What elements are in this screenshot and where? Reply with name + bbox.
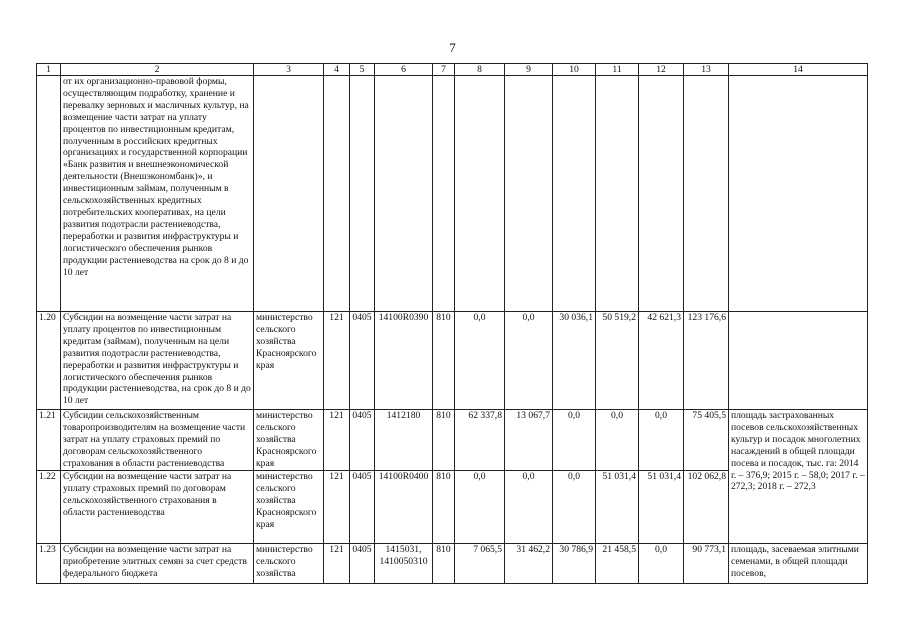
- responsible-org: министерство сельского хозяйства Красноярского края: [254, 410, 324, 471]
- cell-value: 62 337,8: [455, 410, 505, 471]
- page-number: 7: [449, 40, 456, 55]
- cell-value: 42 621,3: [639, 312, 684, 410]
- cell-section: 0405: [350, 312, 375, 410]
- cell-value: [505, 76, 553, 312]
- header-cell: 3: [254, 64, 324, 76]
- cell-value: 51 031,4: [596, 471, 639, 544]
- header-cell: 8: [455, 64, 505, 76]
- cell-value: 31 462,2: [505, 544, 553, 584]
- cell-value: [455, 76, 505, 312]
- cell-value: [639, 76, 684, 312]
- table-row: [37, 410, 868, 471]
- header-cell: 13: [684, 64, 729, 76]
- cell-total: [684, 76, 729, 312]
- responsible-org: [254, 76, 324, 312]
- cell-target-article: 14100R0400: [375, 471, 433, 544]
- cell-total: 90 773,1: [684, 544, 729, 584]
- header-row: [37, 64, 868, 76]
- responsible-org: министерство сельского хозяйства: [254, 544, 324, 584]
- cell-value: 0,0: [455, 312, 505, 410]
- header-cell: 9: [505, 64, 553, 76]
- budget-table: [36, 63, 868, 584]
- cell-expense-type: 810: [433, 312, 455, 410]
- cell-value: 51 031,4: [639, 471, 684, 544]
- expected-result: [729, 312, 868, 410]
- cell-value: 7 065,5: [455, 544, 505, 584]
- cell-expense-type: 810: [433, 544, 455, 584]
- header-cell: 14: [729, 64, 868, 76]
- measure-name: Субсидии на возмещение части затрат на уплату процентов по инвестиционным кредитам (займам), полученным на цели развития подотрасли растениеводства, переработки и развития инфраструктуры и логистического обеспечения рынков продукции растениеводства, на срок до 8 и до 10 лет: [61, 312, 254, 410]
- cell-value: 0,0: [639, 410, 684, 471]
- measure-name: Субсидии на возмещение части затрат на уплату страховых премий по договорам сельскохозяйственного страхования в области растениеводства: [61, 471, 254, 544]
- cell-grbs: 121: [324, 312, 350, 410]
- cell-section: 0405: [350, 544, 375, 584]
- measure-name: от их организационно-правовой формы, осуществляющим подработку, хранение и перевалку зерновых и масличных культур, на возмещение части затрат на уплату процентов по инвестиционным кредитам, полученным в российских кредитных организациях и государственной корпорации «Банк развития и внешнеэкономической деятельности (Внешэкономбанк)», и инвестиционным займам, полученным в сельскохозяйственных кредитных потребительских кооперативах, на цели развития подотрасли растениеводства, переработки и развития инфраструктуры и логистического обеспечения рынков продукции растениеводства на срок до 8 и до 10 лет: [61, 76, 254, 312]
- row-number: 1.21: [37, 410, 61, 471]
- cell-target-article: 14100R0390: [375, 312, 433, 410]
- cell-grbs: 121: [324, 544, 350, 584]
- cell-value: 13 067,7: [505, 410, 553, 471]
- header-cell: 5: [350, 64, 375, 76]
- measure-name: Субсидии сельскохозяйственным товаропроизводителям на возмещение части затрат на уплату страховых премий по договорам сельскохозяйственного страхования в области растениеводства: [61, 410, 254, 471]
- header-cell: 7: [433, 64, 455, 76]
- cell-value: [596, 76, 639, 312]
- cell-value: 0,0: [553, 410, 596, 471]
- header-cell: 1: [37, 64, 61, 76]
- row-number: 1.20: [37, 312, 61, 410]
- table-row: [37, 312, 868, 410]
- cell-target-article: 1412180: [375, 410, 433, 471]
- header-cell: 11: [596, 64, 639, 76]
- cell-grbs: 121: [324, 410, 350, 471]
- cell-value: 30 036,1: [553, 312, 596, 410]
- expected-result: площадь, засеваемая элитными семенами, в общей площади посевов,: [729, 544, 868, 584]
- measure-name: Субсидии на возмещение части затрат на приобретение элитных семян за счет средств федерального бюджета: [61, 544, 254, 584]
- cell-grbs: 121: [324, 471, 350, 544]
- header-cell: 2: [61, 64, 254, 76]
- cell-value: [553, 76, 596, 312]
- header-cell: 10: [553, 64, 596, 76]
- responsible-org: министерство сельского хозяйства Красноярского края: [254, 312, 324, 410]
- cell-value: 0,0: [455, 471, 505, 544]
- cell-total: 123 176,6: [684, 312, 729, 410]
- cell-target-article: 1415031, 1410050310: [375, 544, 433, 584]
- cell-value: 0,0: [639, 544, 684, 584]
- row-number: [37, 76, 61, 312]
- cell-value: 30 786,9: [553, 544, 596, 584]
- header-cell: 6: [375, 64, 433, 76]
- cell-section: [350, 76, 375, 312]
- cell-section: 0405: [350, 410, 375, 471]
- cell-expense-type: 810: [433, 471, 455, 544]
- cell-value: 50 519,2: [596, 312, 639, 410]
- expected-result: площадь застрахованных посевов сельскохозяйственных культур и посадок многолетних насаждений в общей площади посева и посадок, тыс. га: 2014 г. – 376,9; 2015 г. – 58,0; 2017 г. – 272,3; 2018 г. – 272,3: [729, 410, 868, 544]
- table-row: [37, 76, 868, 312]
- header-cell: 4: [324, 64, 350, 76]
- cell-total: 102 062,8: [684, 471, 729, 544]
- responsible-org: министерство сельского хозяйства Красноярского края: [254, 471, 324, 544]
- cell-section: 0405: [350, 471, 375, 544]
- row-number: 1.23: [37, 544, 61, 584]
- row-number: 1.22: [37, 471, 61, 544]
- expected-result: [729, 76, 868, 312]
- cell-expense-type: 810: [433, 410, 455, 471]
- cell-total: 75 405,5: [684, 410, 729, 471]
- cell-value: 0,0: [505, 312, 553, 410]
- table-row: [37, 544, 868, 584]
- cell-value: 0,0: [596, 410, 639, 471]
- header-cell: 12: [639, 64, 684, 76]
- cell-value: 0,0: [505, 471, 553, 544]
- cell-target-article: [375, 76, 433, 312]
- cell-value: 0,0: [553, 471, 596, 544]
- cell-value: 21 458,5: [596, 544, 639, 584]
- cell-expense-type: [433, 76, 455, 312]
- cell-grbs: [324, 76, 350, 312]
